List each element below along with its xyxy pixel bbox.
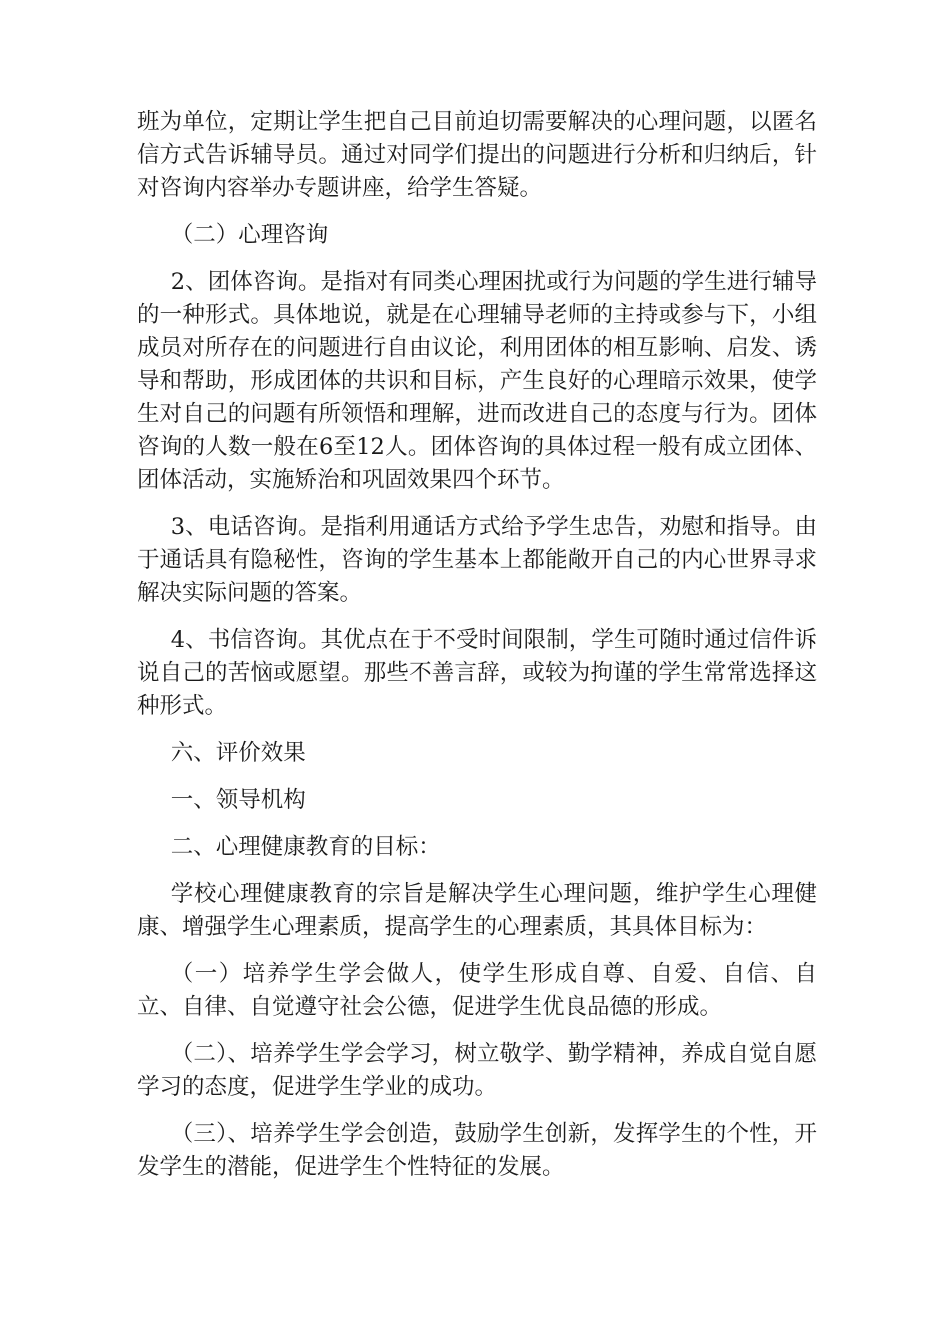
paragraph-goal-3: （三）、培养学生学会创造，鼓励学生创新，发挥学生的个性，开发学生的潜能，促进学生个性特征的发展。 xyxy=(137,1121,817,1180)
document-body xyxy=(137,106,817,1198)
paragraph-goals-intro: 学校心理健康教育的宗旨是解决学生心理问题，维护学生心理健康、增强学生心理素质，提高学生的心理素质，其具体目标为： xyxy=(137,881,817,940)
section-heading-leadership: 一、领导机构 xyxy=(170,787,306,813)
paragraph-letter-counseling: 4、书信咨询。其优点在于不受时间限制，学生可随时通过信件诉说自己的苦恼或愿望。那些不善言辞，或较为拘谨的学生常常选择这种形式。 xyxy=(137,627,817,719)
paragraph-continued: 班为单位，定期让学生把自己目前迫切需要解决的心理问题，以匿名信方式告诉辅导员。通过对同学们提出的问题进行分析和归纳后，针对咨询内容举办专题讲座，给学生答疑。 xyxy=(137,109,817,201)
section-heading-goals: 二、心理健康教育的目标： xyxy=(170,834,441,860)
section-heading-counseling: （二）心理咨询 xyxy=(170,222,329,248)
paragraph-goal-2: （二）、培养学生学会学习，树立敬学、勤学精神，养成自觉自愿学习的态度，促进学生学业的成功。 xyxy=(137,1041,817,1100)
paragraph-phone-counseling: 3、电话咨询。是指利用通话方式给予学生忠告，劝慰和指导。由于通话具有隐秘性，咨询的学生基本上都能敞开自己的内心世界寻求解决实际问题的答案。 xyxy=(137,514,817,606)
paragraph-group-counseling: 2、团体咨询。是指对有同类心理困扰或行为问题的学生进行辅导的一种形式。具体地说，就是在心理辅导老师的主持或参与下，小组成员对所存在的问题进行自由议论，利用团体的相互影响、启发、诱导和帮助，形成团体的共识和目标，产生良好的心理暗示效果，使学生对自己的问题有所领悟和理解，进而改进自己的态度与行为。团体咨询的人数一般在6至12人。团体咨询的具体过程一般有成立团体、团体活动，实施矫治和巩固效果四个环节。 xyxy=(137,269,817,493)
paragraph-goal-1: （一）培养学生学会做人，使学生形成自尊、自爱、自信、自立、自律、自觉遵守社会公德，促进学生优良品德的形成。 xyxy=(137,961,817,1020)
section-heading-evaluation: 六、评价效果 xyxy=(170,740,306,766)
